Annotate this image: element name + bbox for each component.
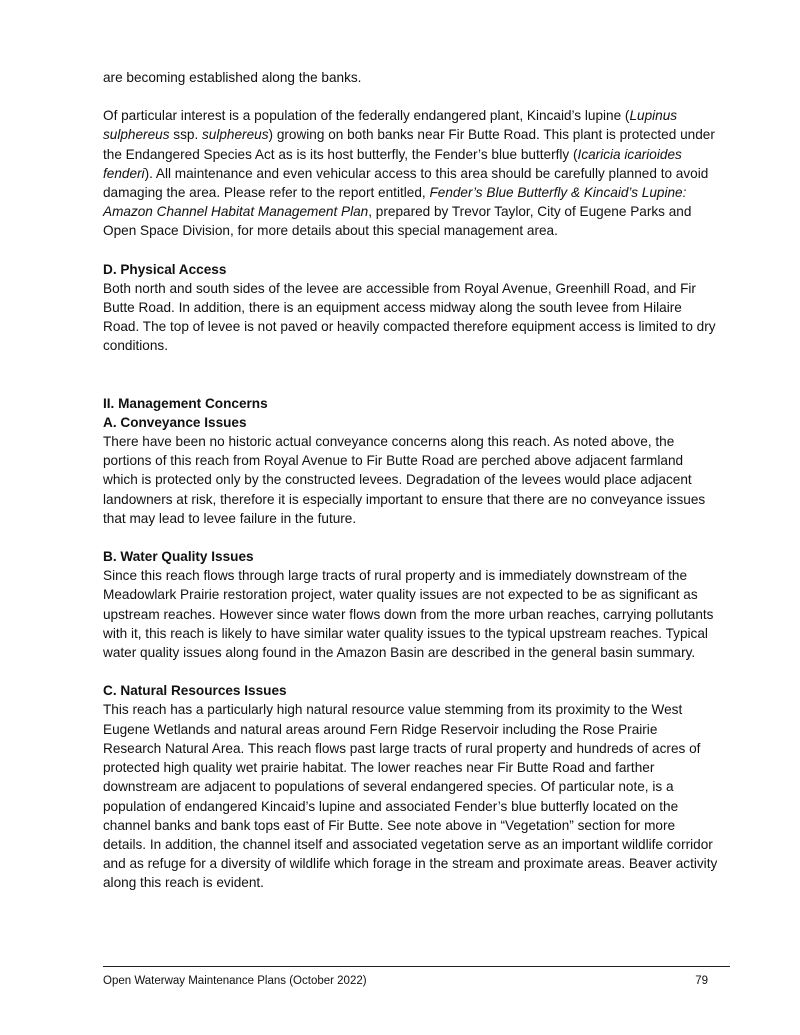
footer-title: Open Waterway Maintenance Plans (October 2022) (103, 975, 367, 987)
continuation-paragraph: are becoming established along the banks. (103, 70, 362, 85)
lupine-text-2: ssp. (169, 127, 202, 143)
natural-resources-heading: C. Natural Resources Issues (103, 683, 287, 699)
page-body (103, 68, 718, 893)
lupine-paragraph (103, 106, 718, 240)
natural-resources-paragraph: This reach has a particularly high natural resource value stemming from its proximity to the West Eugene Wetlands and natural areas around Fern Ridge Reservoir including the Rose Prairie Research Natural Area. This reach flows past large tracts of rural property and hundreds of acres of protected high quality wet prairie habitat. The lower reaches near Fir Butte Road and farther downstream are adjacent to populations of several endangered species. Of particular note, is a population of endangered Kincaid’s lupine and associated Fender’s blue butterfly located on the channel banks and bank tops east of Fir Butte. See note above in “Vegetation” section for more details. In addition, the channel itself and associated vegetation serve as an important wildlife corridor and as refuge for a diversity of wildlife which forage in the stream and proximate areas. Beaver activity along this reach is evident. (103, 702, 718, 891)
water-quality-paragraph: Since this reach flows through large tracts of rural property and is immediately downstream of the Meadowlark Prairie restoration project, water quality issues are not expected to be as significant as upstream reaches. However since water flows down from the more urban reaches, carrying pollutants with it, this reach is likely to have similar water quality issues to the typical upstream reaches. Typical water quality issues along found in the Amazon Basin are described in the general basin summary. (103, 568, 714, 661)
footer-divider (103, 966, 730, 967)
management-concerns-heading: II. Management Concerns (103, 395, 268, 411)
report-title: Fender’s Blue Butterfly & Kincaid’s Lupine: Amazon Channel Habitat Management Plan (103, 185, 687, 220)
conveyance-heading: A. Conveyance Issues (103, 414, 247, 430)
lupine-subspecies-name: sulphereus (202, 127, 269, 143)
page-footer (103, 973, 708, 989)
water-quality-heading: B. Water Quality Issues (103, 549, 254, 565)
lupine-text-4: ). All maintenance and even vehicular access to this area should be carefully planned to avoid damaging the area. Please refer to the report entitled, (103, 165, 709, 201)
lupine-text-1: Of particular interest is a population of the federally endangered plant, Kincaid’s lupine ( (103, 108, 630, 124)
butterfly-scientific-name: Icaricia icarioides fenderi (103, 146, 682, 181)
physical-access-paragraph: Both north and south sides of the levee are accessible from Royal Avenue, Greenhill Road, and Fir Butte Road. In addition, there is an equipment access midway along the south levee from Hilaire Road. The top of levee is not paved or heavily compacted therefore equipment access is limited to dry conditions. (103, 280, 716, 354)
lupine-text-5: , prepared by Trevor Taylor, City of Eugene Parks and Open Space Division, for more details about this special management area. (103, 204, 692, 239)
lupine-text-3: ) growing on both banks near Fir Butte Road. This plant is protected under the Endangered Species Act as is its host butterfly, the Fender’s blue butterfly ( (103, 127, 715, 162)
lupine-scientific-name: Lupinus sulphereus (103, 108, 678, 143)
conveyance-paragraph: There have been no historic actual conveyance concerns along this reach. As noted above, the portions of this reach from Royal Avenue to Fir Butte Road are perched above adjacent farmland which is protected only by the constructed levees. Degradation of the levees would place adjacent landowners at risk, therefore it is especially important to ensure that there are no conveyance issues that may lead to levee failure in the future. (103, 434, 706, 526)
page-number: 79 (695, 975, 708, 987)
physical-access-heading: D. Physical Access (103, 261, 227, 277)
